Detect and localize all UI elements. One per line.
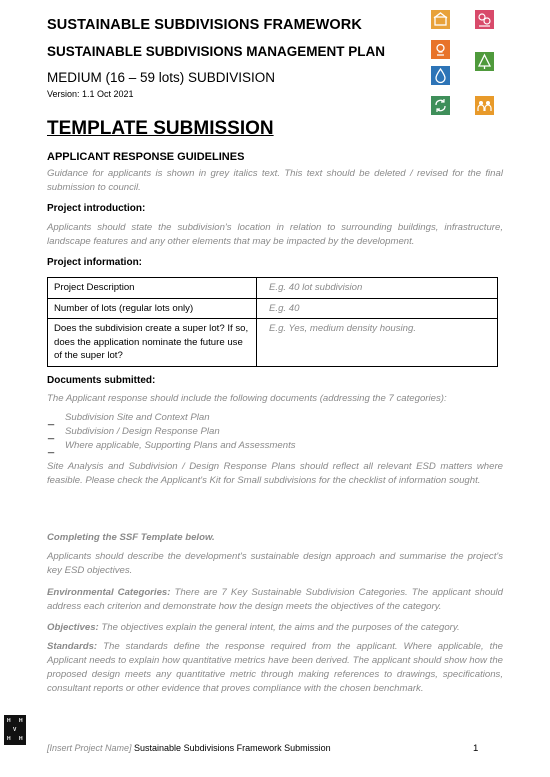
table-cell-value[interactable]: E.g. 40 bbox=[257, 298, 498, 319]
framework-title: SUSTAINABLE SUBDIVISIONS FRAMEWORK bbox=[47, 17, 362, 33]
completing-heading: Completing the SSF Template below. bbox=[47, 532, 215, 543]
energy-icon bbox=[431, 40, 450, 59]
list-item-text: Subdivision / Design Response Plan bbox=[65, 426, 220, 437]
logo-letter: H bbox=[7, 736, 11, 742]
list-item-text: Subdivision Site and Context Plan bbox=[65, 412, 210, 423]
site-layout-icon bbox=[431, 10, 450, 29]
project-name-placeholder: [Insert Project Name] bbox=[47, 743, 132, 753]
logo-letter: H bbox=[19, 718, 23, 724]
table-row bbox=[48, 319, 498, 367]
logo-letter: V bbox=[13, 727, 17, 733]
project-intro-text: Applicants should state the subdivision's location in relation to surrounding buildings, infrastructure, landscape features and any other elements that may be impacted by the development. bbox=[47, 222, 503, 247]
table-cell-label: Does the subdivision create a super lot? If so, does the application nominate the future use of the super lot? bbox=[48, 319, 257, 367]
water-icon bbox=[431, 66, 450, 85]
community-icon bbox=[475, 96, 494, 115]
category-icons bbox=[420, 8, 506, 116]
project-info-heading: Project information: bbox=[47, 257, 143, 268]
lead-label: Environmental Categories: bbox=[47, 587, 171, 598]
page-title: TEMPLATE SUBMISSION bbox=[47, 118, 274, 139]
objectives-text bbox=[47, 621, 503, 635]
table-cell-value[interactable]: E.g. 40 lot subdivision bbox=[257, 278, 498, 299]
body-text: The objectives explain the general intent, the aims and the purposes of the category. bbox=[98, 622, 460, 633]
body-text: The standards define the response required from the applicant. Where applicable, the Applicant needs to explain how quantitative metrics have been derived. The applicant should show how the proposed design meets any quantitative metric through making references to drawings, specifications, consultant reports or other evidence that proves compliance with the chosen benchmark. bbox=[47, 641, 503, 694]
environmental-categories-text bbox=[47, 586, 503, 614]
bullet-dash: _ bbox=[48, 442, 55, 454]
council-logo bbox=[4, 715, 26, 745]
lead-label: Objectives: bbox=[47, 622, 99, 633]
documents-intro: The Applicant response should include the following documents (addressing the 7 categories): bbox=[47, 393, 447, 404]
completing-intro: Applicants should describe the development's sustainable design approach and summarise the project's key ESD objectives. bbox=[47, 551, 503, 576]
page-footer bbox=[47, 743, 331, 753]
page-number: 1 bbox=[473, 743, 479, 754]
table-row bbox=[48, 298, 498, 319]
version-label: Version: 1.1 Oct 2021 bbox=[47, 89, 134, 99]
guidelines-heading: APPLICANT RESPONSE GUIDELINES bbox=[47, 151, 245, 163]
table-cell-label: Project Description bbox=[48, 278, 257, 299]
project-info-table bbox=[47, 277, 498, 367]
lead-label: Standards: bbox=[47, 641, 98, 652]
waste-icon bbox=[431, 96, 450, 115]
project-intro-heading: Project introduction: bbox=[47, 203, 146, 214]
table-cell-label: Number of lots (regular lots only) bbox=[48, 298, 257, 319]
footer-text: Sustainable Subdivisions Framework Submission bbox=[131, 743, 331, 753]
streets-icon bbox=[475, 10, 494, 29]
list-item-text: Where applicable, Supporting Plans and Assessments bbox=[65, 440, 296, 451]
subdivision-size: MEDIUM (16 – 59 lots) SUBDIVISION bbox=[47, 70, 276, 85]
table-cell-value[interactable]: E.g. Yes, medium density housing. bbox=[257, 319, 498, 367]
logo-letter: H bbox=[19, 736, 23, 742]
ecology-icon bbox=[475, 52, 494, 71]
logo-letter: H bbox=[7, 718, 11, 724]
bullet-dash: _ bbox=[48, 414, 55, 426]
bullet-dash: _ bbox=[48, 428, 55, 440]
documents-note: Site Analysis and Subdivision / Design Response Plans should reflect all relevant ESD matters where feasible. Please check the Applicant's Kit for Small subdivisions for the checklist of information sought. bbox=[47, 461, 503, 486]
guidance-note: Guidance for applicants is shown in grey italics text. This text should be deleted / revised for the final submission to council. bbox=[47, 168, 503, 193]
body-text: There are 7 Key Sustainable Subdivision Categories. The applicant should address each criterion and demonstrate how the design meets the objectives of the category. bbox=[47, 587, 503, 612]
table-row bbox=[48, 278, 498, 299]
documents-heading: Documents submitted: bbox=[47, 375, 156, 386]
plan-title: SUSTAINABLE SUBDIVISIONS MANAGEMENT PLAN bbox=[47, 44, 386, 59]
standards-text bbox=[47, 640, 503, 696]
